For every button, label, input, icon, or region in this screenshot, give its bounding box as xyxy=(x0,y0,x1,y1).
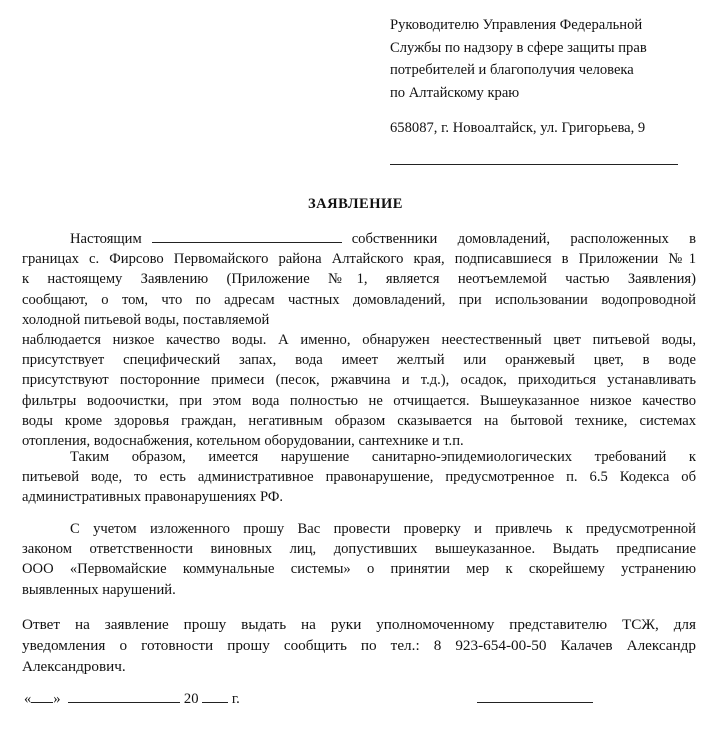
year-prefix: 20 xyxy=(183,691,199,707)
date-close-quote: » xyxy=(53,691,61,707)
recipient-line: Руководителю Управления Федеральной xyxy=(390,17,643,33)
date-open-quote: « xyxy=(24,691,32,707)
day-blank xyxy=(31,690,53,703)
sender-signature-line xyxy=(390,164,678,165)
recipient-address: 658087, г. Новоалтайск, ул. Григорьева, 9 xyxy=(390,120,646,136)
paragraph-line: законом ответственности виновных лиц, допустивших вышеуказанное. Выдать предписание xyxy=(22,541,696,558)
year-suffix: г. xyxy=(231,691,240,707)
paragraph-line: ООО «Первомайские коммунальные системы» о принятии мер к скорейшему устранению xyxy=(22,561,696,578)
paragraph-line: присутствует специфический запах, вода имеет желтый или оранжевый цвет, в воде xyxy=(22,352,696,369)
paragraph-line xyxy=(22,229,696,249)
document-title: ЗАЯВЛЕНИЕ xyxy=(308,196,403,212)
month-blank xyxy=(68,690,180,703)
recipient-block xyxy=(390,14,700,140)
paragraph-line: питьевой воде, то есть административное правонарушение, предусмотренное п. 6.5 Кодекса об xyxy=(22,469,696,486)
paragraph-line: холодной питьевой воды, поставляемой xyxy=(22,311,270,328)
paragraph-line: уведомления о готовности прошу сообщить по тел.: 8 923-654-00-50 Калачев Александр xyxy=(22,637,696,654)
paragraph-3 xyxy=(22,519,696,600)
paragraph-line: административных правонарушениях РФ. xyxy=(22,489,284,506)
paragraph-4 xyxy=(22,614,696,677)
paragraph-line: фильтры водоочистки, при этом вода полностью не отчищается. Вышеуказанное низкое качество xyxy=(22,392,696,409)
paragraph-line: наблюдается низкое качество воды. А именно, обнаружен неестественный цвет питьевой воды, xyxy=(22,332,696,349)
signature-blank xyxy=(477,690,593,703)
text: Настоящим xyxy=(70,231,142,247)
paragraph-1 xyxy=(22,229,696,451)
paragraph-line: Таким образом, имеется нарушение санитарно-эпидемиологических требований к xyxy=(70,449,696,465)
paragraph-line: Александрович. xyxy=(22,658,126,675)
recipient-line: потребителей и благополучия человека xyxy=(390,62,634,78)
recipient-line: по Алтайскому краю xyxy=(390,84,520,101)
text: собственники домовладений, расположенных в xyxy=(351,231,696,247)
year-blank xyxy=(202,690,228,703)
paragraph-line: Ответ на заявление прошу выдать на руки уполномоченному представителю ТСЖ, для xyxy=(22,616,696,633)
recipient-line: Службы по надзору в сфере защиты прав xyxy=(390,39,647,56)
date-signature-row xyxy=(24,690,694,708)
paragraph-line: С учетом изложенного прошу Вас провести проверку и привлечь к предусмотренной xyxy=(70,521,696,537)
paragraph-line: выявленных нарушений. xyxy=(22,581,176,598)
paragraph-line: сообщают, о том, что по адресам частных домовладений, при использовании водопроводной xyxy=(22,291,696,308)
paragraph-line: присутствуют посторонние примеси (песок, ржавчина и т.д.), осадок, приходиться устанавливать xyxy=(22,372,696,389)
paragraph-line: отопления, водоснабжения, котельном оборудовании, сантехнике и т.п. xyxy=(22,433,464,450)
paragraph-line: к настоящему Заявлению (Приложение №1, является неотъемлемой частью Заявления) xyxy=(22,271,696,288)
paragraph-2 xyxy=(22,447,696,508)
paragraph-line: границах с. Фирсово Первомайского района Алтайского края, подписавшиеся в Приложении №1 xyxy=(22,251,696,268)
name-blank-line xyxy=(152,241,342,243)
paragraph-line: воды кроме здоровья граждан, негативным образом сказывается на бытовой технике, системах xyxy=(22,412,696,429)
